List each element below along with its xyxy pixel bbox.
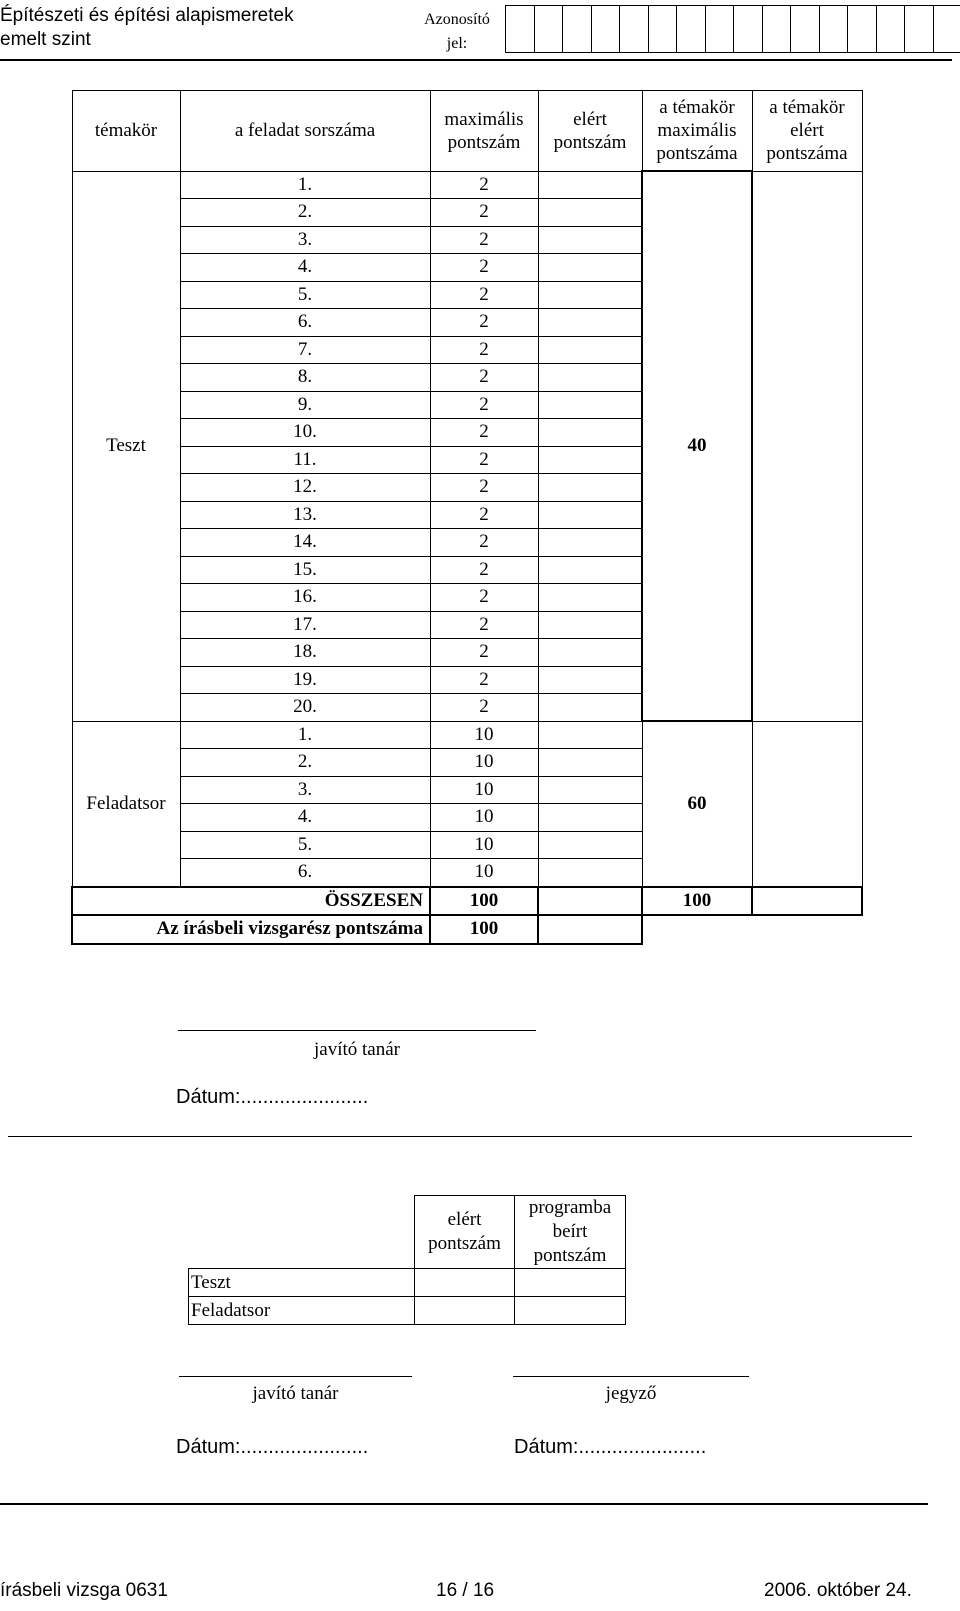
subject-line-1: Építészeti és építési alapismeretek — [0, 5, 294, 26]
task-number: 3. — [180, 226, 430, 254]
task-achieved-points[interactable] — [538, 226, 642, 254]
summary-corner — [189, 1196, 415, 1269]
header-max-points: maximális pontszám — [430, 91, 538, 172]
footer-exam: írásbeli vizsga 0631 — [0, 1580, 168, 1601]
task-achieved-points[interactable] — [538, 309, 642, 337]
task-number: 10. — [180, 419, 430, 447]
task-max-points: 2 — [430, 226, 538, 254]
task-achieved-points[interactable] — [538, 639, 642, 667]
task-achieved-points[interactable] — [538, 446, 642, 474]
subject-line-2: emelt szint — [0, 29, 91, 50]
header-topic-achieved: a témakör elért pontszáma — [752, 91, 862, 172]
id-box[interactable] — [762, 5, 792, 53]
id-box[interactable] — [733, 5, 763, 53]
task-achieved-points[interactable] — [538, 474, 642, 502]
task-max-points: 10 — [430, 831, 538, 859]
task-achieved-points[interactable] — [538, 529, 642, 557]
task-number: 12. — [180, 474, 430, 502]
task-max-points: 10 — [430, 776, 538, 804]
task-achieved-points[interactable] — [538, 694, 642, 722]
summary-header-achieved: elért pontszám — [415, 1196, 515, 1269]
task-max-points: 2 — [430, 639, 538, 667]
header-task-number: a feladat sorszáma — [180, 91, 430, 172]
signature-date: Dátum:....................... — [176, 1086, 369, 1108]
subject-title — [0, 4, 294, 52]
task-achieved-points[interactable] — [538, 556, 642, 584]
id-boxes — [506, 5, 960, 53]
task-achieved-points[interactable] — [538, 859, 642, 887]
total-max: 100 — [430, 887, 538, 916]
task-achieved-points[interactable] — [538, 199, 642, 227]
summary-entered-cell[interactable] — [515, 1269, 626, 1297]
task-max-points: 2 — [430, 446, 538, 474]
task-number: 4. — [180, 804, 430, 832]
task-achieved-points[interactable] — [538, 254, 642, 282]
task-max-points: 2 — [430, 501, 538, 529]
signature-role-right: jegyző — [605, 1383, 657, 1404]
written-total-max: 100 — [430, 915, 538, 944]
task-max-points: 2 — [430, 666, 538, 694]
task-max-points: 2 — [430, 694, 538, 722]
task-max-points: 2 — [430, 254, 538, 282]
footer-page-number: 16 / 16 — [436, 1580, 495, 1601]
id-box[interactable] — [562, 5, 592, 53]
task-number: 9. — [180, 391, 430, 419]
summary-row — [189, 1297, 626, 1325]
task-achieved-points[interactable] — [538, 804, 642, 832]
task-achieved-points[interactable] — [538, 749, 642, 777]
summary-header-row — [189, 1196, 626, 1269]
header-topic-max: a témakör maximális pontszáma — [642, 91, 752, 172]
topic-achieved-points[interactable] — [752, 171, 862, 721]
total-achieved[interactable] — [538, 887, 642, 916]
signature-role: javító tanár — [314, 1039, 400, 1060]
summary-achieved-cell[interactable] — [415, 1297, 515, 1325]
task-row — [72, 171, 862, 199]
total-label: ÖSSZESEN — [72, 887, 430, 916]
section-divider — [8, 1136, 912, 1137]
id-box[interactable] — [876, 5, 906, 53]
task-max-points: 2 — [430, 336, 538, 364]
id-box[interactable] — [619, 5, 649, 53]
task-number: 20. — [180, 694, 430, 722]
task-max-points: 2 — [430, 199, 538, 227]
id-label — [417, 8, 497, 56]
task-max-points: 2 — [430, 584, 538, 612]
signature-role-left: javító tanár — [252, 1383, 339, 1404]
task-max-points: 10 — [430, 859, 538, 887]
task-max-points: 2 — [430, 419, 538, 447]
signature-line — [178, 1030, 536, 1031]
task-achieved-points[interactable] — [538, 364, 642, 392]
task-achieved-points[interactable] — [538, 391, 642, 419]
task-number: 4. — [180, 254, 430, 282]
task-number: 7. — [180, 336, 430, 364]
task-achieved-points[interactable] — [538, 584, 642, 612]
id-box[interactable] — [591, 5, 621, 53]
header-achieved-points: elért pontszám — [538, 91, 642, 172]
written-total-achieved[interactable] — [538, 915, 642, 944]
summary-row — [189, 1269, 626, 1297]
summary-entered-cell[interactable] — [515, 1297, 626, 1325]
task-achieved-points[interactable] — [538, 281, 642, 309]
task-number: 5. — [180, 831, 430, 859]
task-max-points: 2 — [430, 391, 538, 419]
id-label-line-1: Azonosító — [424, 11, 490, 28]
summary-achieved-cell[interactable] — [415, 1269, 515, 1297]
task-number: 3. — [180, 776, 430, 804]
id-box[interactable] — [534, 5, 564, 53]
id-box[interactable] — [933, 5, 960, 53]
task-max-points: 2 — [430, 556, 538, 584]
task-number: 13. — [180, 501, 430, 529]
signature-line-right — [513, 1376, 749, 1377]
summary-header-entered: programba beírt pontszám — [515, 1196, 626, 1269]
footer-rule — [0, 1503, 928, 1505]
task-achieved-points[interactable] — [538, 501, 642, 529]
task-number: 2. — [180, 749, 430, 777]
task-achieved-points[interactable] — [538, 336, 642, 364]
task-max-points: 2 — [430, 171, 538, 199]
task-max-points: 10 — [430, 721, 538, 749]
id-box[interactable] — [705, 5, 735, 53]
id-box[interactable] — [676, 5, 706, 53]
signature-line-left — [179, 1376, 412, 1377]
task-achieved-points[interactable] — [538, 776, 642, 804]
summary-row-label: Feladatsor — [189, 1297, 415, 1325]
task-number: 16. — [180, 584, 430, 612]
written-total-spacer — [642, 915, 752, 944]
task-max-points: 10 — [430, 749, 538, 777]
task-number: 11. — [180, 446, 430, 474]
total-topic-max: 100 — [642, 887, 752, 916]
task-max-points: 2 — [430, 529, 538, 557]
header-topic: témakör — [72, 91, 180, 172]
task-number: 5. — [180, 281, 430, 309]
header-rule — [0, 59, 952, 61]
task-achieved-points[interactable] — [538, 666, 642, 694]
task-max-points: 2 — [430, 474, 538, 502]
task-achieved-points[interactable] — [538, 419, 642, 447]
topic-max-points: 40 — [642, 171, 752, 721]
task-number: 1. — [180, 171, 430, 199]
topic-cell: Feladatsor — [72, 721, 180, 887]
id-box[interactable] — [904, 5, 934, 53]
id-box[interactable] — [648, 5, 678, 53]
task-number: 17. — [180, 611, 430, 639]
task-number: 8. — [180, 364, 430, 392]
task-max-points: 2 — [430, 364, 538, 392]
id-box[interactable] — [505, 5, 535, 53]
written-total-row — [72, 915, 862, 944]
signature-date-left: Dátum:....................... — [176, 1436, 369, 1458]
task-number: 6. — [180, 859, 430, 887]
task-achieved-points[interactable] — [538, 721, 642, 749]
topic-achieved-points[interactable] — [752, 721, 862, 887]
task-max-points: 10 — [430, 804, 538, 832]
id-box[interactable] — [847, 5, 877, 53]
written-total-label: Az írásbeli vizsgarész pontszáma — [72, 915, 430, 944]
task-number: 1. — [180, 721, 430, 749]
signature-date-right: Dátum:....................... — [514, 1436, 707, 1458]
task-achieved-points[interactable] — [538, 611, 642, 639]
task-max-points: 2 — [430, 611, 538, 639]
task-max-points: 2 — [430, 309, 538, 337]
total-topic-achieved[interactable] — [752, 887, 862, 916]
task-number: 15. — [180, 556, 430, 584]
total-row — [72, 887, 862, 916]
id-box[interactable] — [819, 5, 849, 53]
summary-table — [188, 1195, 626, 1325]
score-table — [71, 90, 863, 945]
task-row — [72, 721, 862, 749]
id-label-line-2: jel: — [446, 35, 468, 52]
task-number: 19. — [180, 666, 430, 694]
topic-max-points: 60 — [642, 721, 752, 887]
id-box[interactable] — [790, 5, 820, 53]
task-number: 2. — [180, 199, 430, 227]
task-max-points: 2 — [430, 281, 538, 309]
footer-date: 2006. október 24. — [764, 1580, 912, 1601]
written-total-spacer — [752, 915, 862, 944]
task-achieved-points[interactable] — [538, 831, 642, 859]
task-number: 14. — [180, 529, 430, 557]
task-number: 18. — [180, 639, 430, 667]
topic-cell: Teszt — [72, 171, 180, 721]
task-achieved-points[interactable] — [538, 171, 642, 199]
task-number: 6. — [180, 309, 430, 337]
score-header-row — [72, 91, 862, 172]
summary-row-label: Teszt — [189, 1269, 415, 1297]
